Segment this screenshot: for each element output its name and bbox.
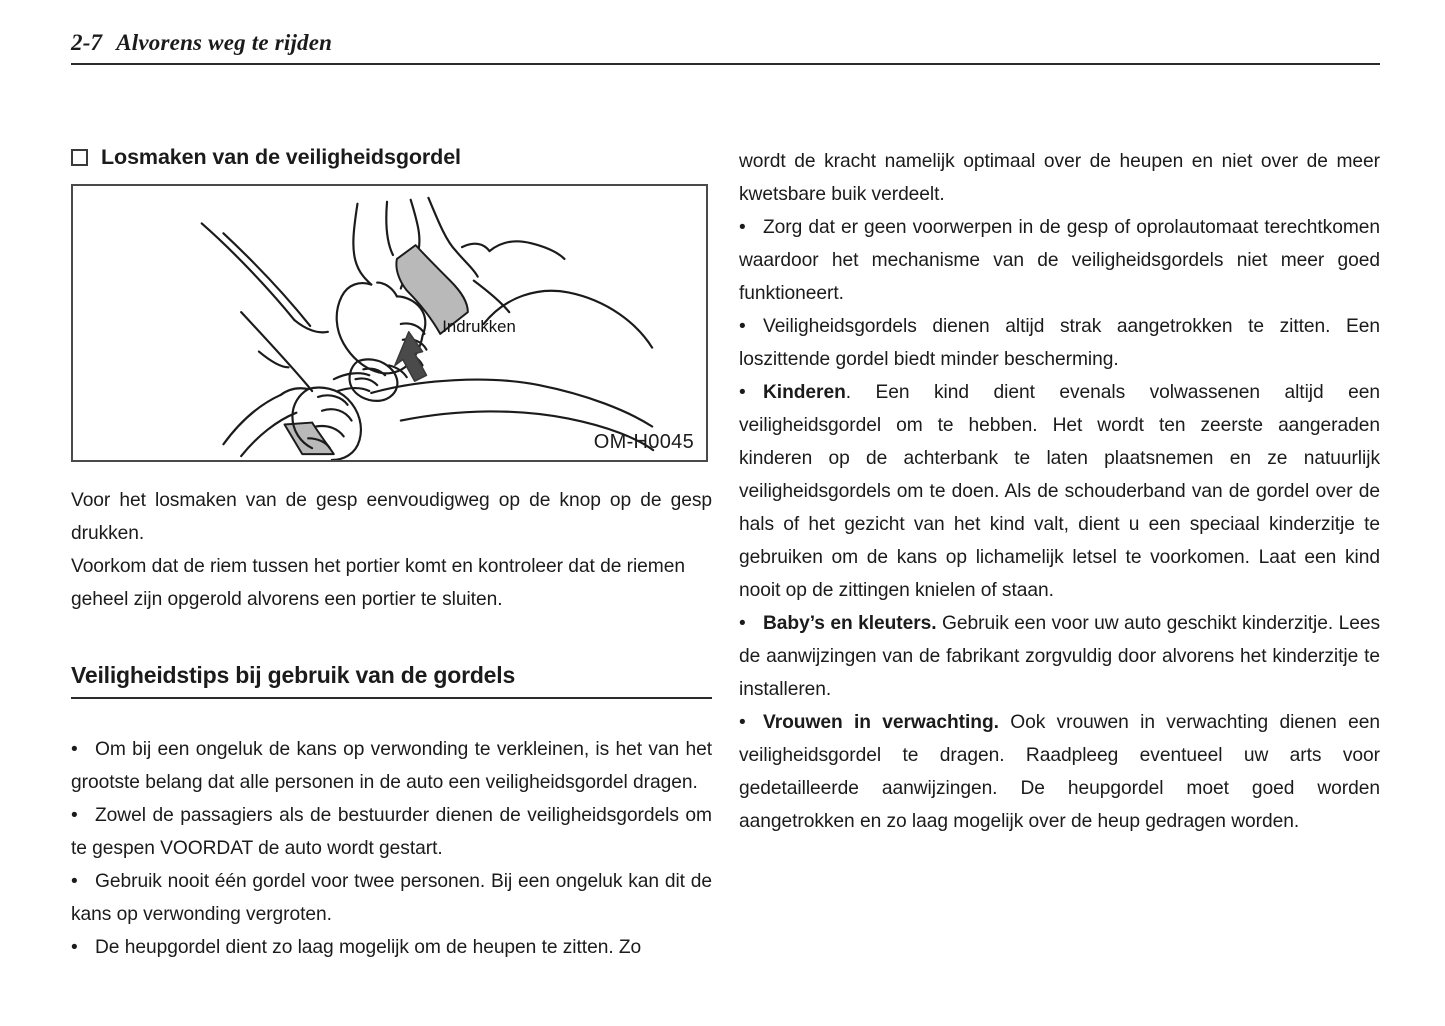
paragraph-continued: wordt de kracht namelijk optimaal over de heupen en niet over de meer kwetsbare buik verdeelt.	[739, 151, 1380, 205]
bullet-icon: •	[739, 613, 746, 634]
list-item-lead: Vrouwen in verwachting.	[763, 712, 999, 733]
figure-code: OM-H0045	[593, 431, 694, 453]
paragraph-release-instruction: Voor het losmaken van de gesp eenvoudigweg op de knop op de gesp drukken.	[71, 490, 712, 544]
list-item-children	[739, 376, 1380, 607]
bullet-icon: •	[71, 937, 78, 958]
list-item-text: Veiligheidsgordels dienen altijd strak aangetrokken te zitten. Een loszittende gordel biedt minder bescherming.	[739, 316, 1380, 370]
list-item-text: Zorg dat er geen voorwerpen in de gesp of oprolautomaat terechtkomen waardoor het mechanisme van de veiligheidsgordels niet meer goed funktioneert.	[739, 217, 1380, 304]
list-item	[739, 310, 1380, 376]
bullet-icon: •	[739, 217, 746, 238]
list-item-infants	[739, 607, 1380, 706]
list-item	[71, 733, 712, 799]
page-number: 2-7	[71, 30, 103, 55]
list-item-text: Om bij een ongeluk de kans op verwonding te verkleinen, is het van het grootste belang dat alle personen in de auto een veiligheidsgordel dragen.	[71, 739, 712, 793]
figure-callout-label: Indrukken	[442, 316, 516, 336]
seatbelt-release-figure	[71, 184, 708, 462]
list-item-text: De heupgordel dient zo laag mogelijk om de heupen te zitten. Zo	[95, 937, 642, 958]
list-item-pregnancy	[739, 706, 1380, 838]
page-header	[71, 30, 1380, 65]
list-item-lead: Baby’s en kleuters.	[763, 613, 937, 634]
list-item	[739, 211, 1380, 310]
list-item-text: Gebruik nooit één gordel voor twee personen. Bij een ongeluk kan dit de kans op verwonding vergroten.	[71, 871, 712, 925]
bullet-icon: •	[71, 739, 78, 760]
header-title-line	[71, 30, 1380, 56]
bullet-icon: •	[739, 712, 746, 733]
section-heading-label: Veiligheidstips bij gebruik van de gordels	[71, 662, 516, 688]
list-item-text: Ook vrouwen in verwachting dienen een veiligheidsgordel te dragen. Raadpleeg eventueel uw arts voor gedetailleerde aanwijzingen. De heupgordel moet goed worden aangetrokken en zo laag mogelijk over de heup gedragen worden.	[739, 712, 1380, 832]
spacer	[71, 699, 712, 733]
list-item-text: . Een kind dient evenals volwassenen altijd een veiligheidsgordel om te hebben. Het wordt ten zeerste aangeraden kinderen op de achterbank te laten plaatsnemen en ze natuurlijk veiligheidsgordels om te doen. Als de schouderband van de gordel over de hals of het gezicht van het kind valt, dient u een speciaal kinderzitje te gebruiken om de kans op lichamelijk letsel te voorkomen. Laat een kind nooit op de zittingen knielen of staan.	[739, 382, 1380, 601]
list-item-lead: Kinderen	[763, 382, 846, 403]
subsection-heading	[71, 145, 712, 170]
list-item	[71, 865, 712, 931]
header-divider	[71, 63, 1380, 65]
left-column	[71, 145, 712, 964]
list-item	[71, 931, 712, 964]
list-item-text: Gebruik een voor uw auto geschikt kinderzitje. Lees de aanwijzingen van de fabrikant zorgvuldig door alvorens het kinderzitje te installeren.	[739, 613, 1380, 700]
right-column	[739, 145, 1380, 838]
square-bullet-icon	[71, 149, 88, 166]
seatbelt-illustration-svg	[73, 186, 706, 460]
bullet-icon: •	[71, 871, 78, 892]
bullet-icon: •	[739, 316, 746, 337]
content-columns	[71, 145, 1380, 975]
paragraph-door-warning: Voorkom dat de riem tussen het portier komt en kontroleer dat de riemen geheel zijn opgerold alvorens een portier te sluiten.	[71, 556, 685, 610]
list-item	[71, 799, 712, 865]
list-item-text: Zowel de passagiers als de bestuurder dienen de veiligheidsgordels om te gespen VOORDAT de auto wordt gestart.	[71, 805, 712, 859]
section-heading-block	[71, 662, 712, 699]
chapter-title: Alvorens weg te rijden	[116, 30, 333, 55]
spacer	[71, 616, 712, 662]
subsection-heading-label: Losmaken van de veiligheidsgordel	[101, 145, 461, 169]
bullet-icon: •	[739, 382, 746, 403]
bullet-icon: •	[71, 805, 78, 826]
